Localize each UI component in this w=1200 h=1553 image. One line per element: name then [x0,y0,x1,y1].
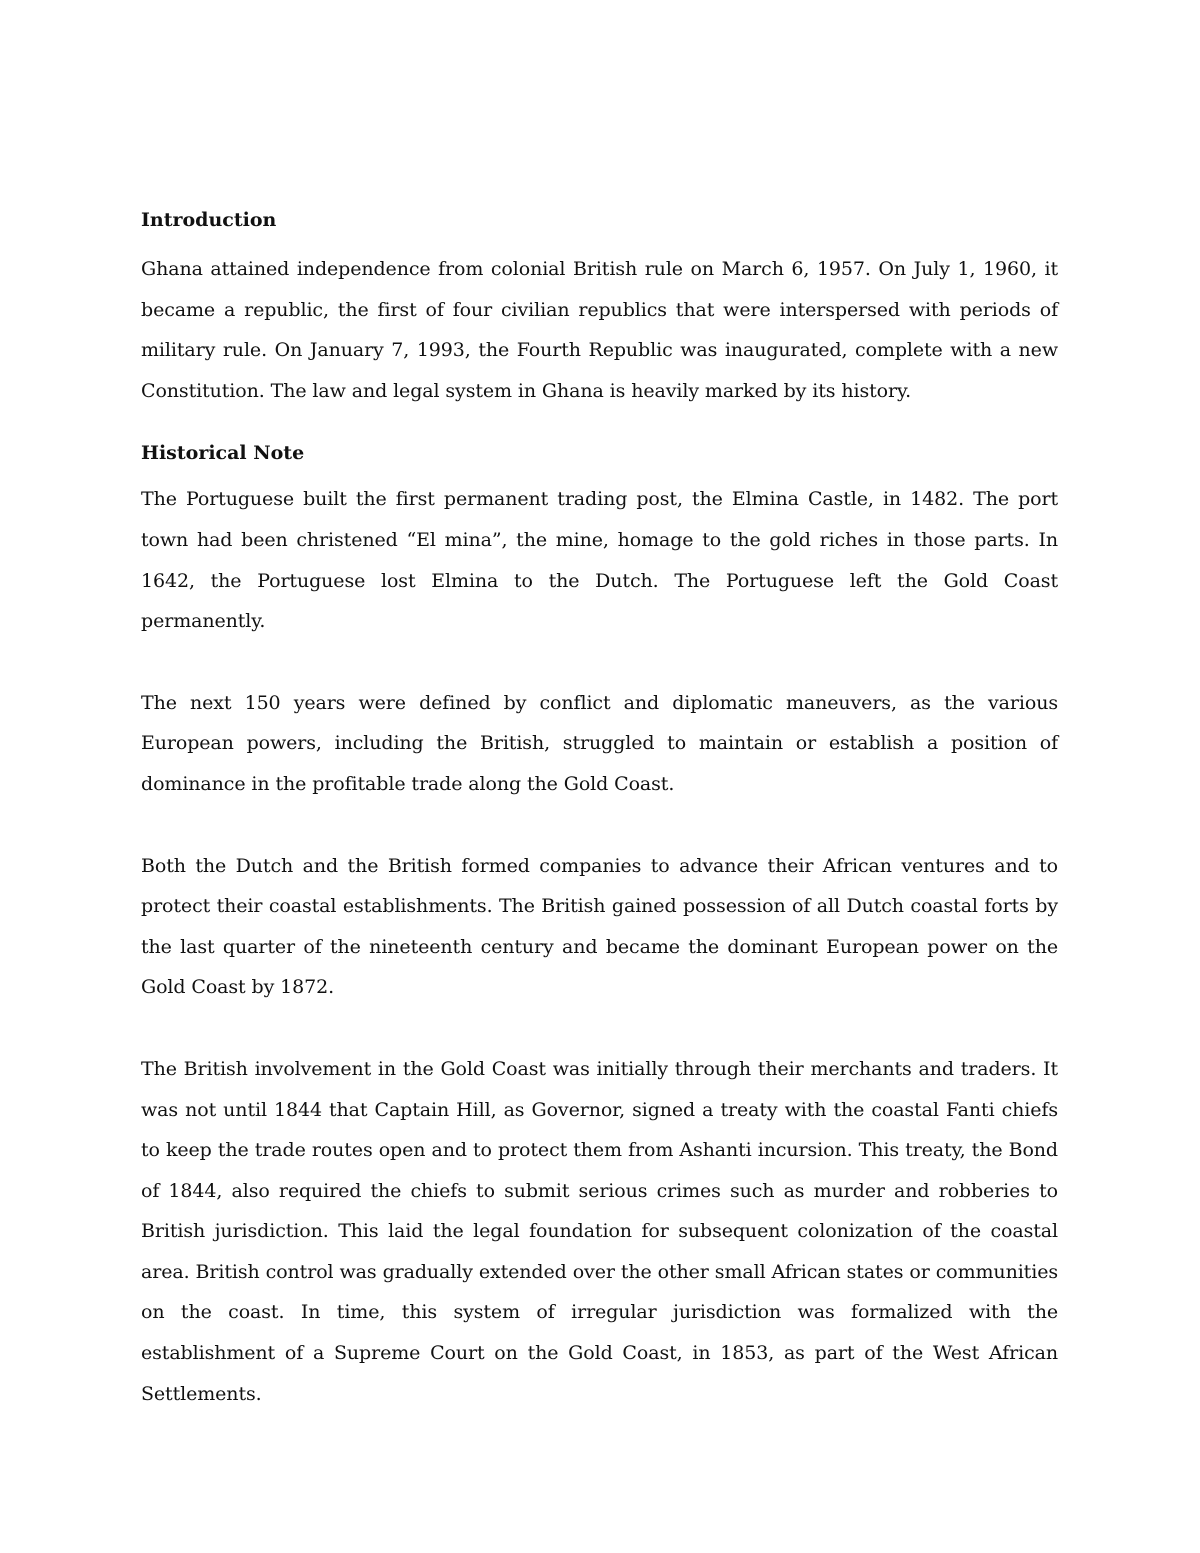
paragraph-dutch-and-british: Both the Dutch and the British formed companies to advance their African ventures and to protect their coastal establishments. The British gained possession of all Dutch coastal forts by the last quarter of the nineteenth century and became the dominant European power on the Gold Coast by 1872. [141,854,1058,999]
paragraph-british-involvement: The British involvement in the Gold Coast was initially through their merchants and traders. It was not until 1844 that Captain Hill, as Governor, signed a treaty with the coastal Fanti chiefs to keep the trade routes open and to protect them from Ashanti incursion. This treaty, the Bond of 1844, also required the chiefs to submit serious crimes such as murder and robberies to British jurisdiction. This laid the legal foundation for subsequent colonization of the coastal area. British control was gradually extended over the other small African states or communities on the coast. In time, this system of irregular jurisdiction was formalized with the establishment of a Supreme Court on the Gold Coast, in 1853, as part of the West African Settlements. [141,1057,1058,1405]
paragraph-next-150-years: The next 150 years were defined by conflict and diplomatic maneuvers, as the various European powers, including the British, struggled to maintain or establish a position of dominance in the profitable trade along the Gold Coast. [141,691,1058,795]
section-heading-historical-note: Historical Note [141,442,305,465]
paragraph-introduction: Ghana attained independence from colonial British rule on March 6, 1957. On July 1, 1960, it became a republic, the first of four civilian republics that were interspersed with periods of military rule. On January 7, 1993, the Fourth Republic was inaugurated, complete with a new Constitution. The law and legal system in Ghana is heavily marked by its history. [141,258,1058,402]
document-body [141,205,1058,1414]
section-heading-introduction: Introduction [141,209,277,231]
paragraph-portuguese: The Portuguese built the first permanent trading post, the Elmina Castle, in 1482. The port town had been christened “El mina”, the mine, homage to the gold riches in those parts. In 1642, the Portuguese lost Elmina to the Dutch. The Portuguese left the Gold Coast permanently. [141,488,1058,633]
